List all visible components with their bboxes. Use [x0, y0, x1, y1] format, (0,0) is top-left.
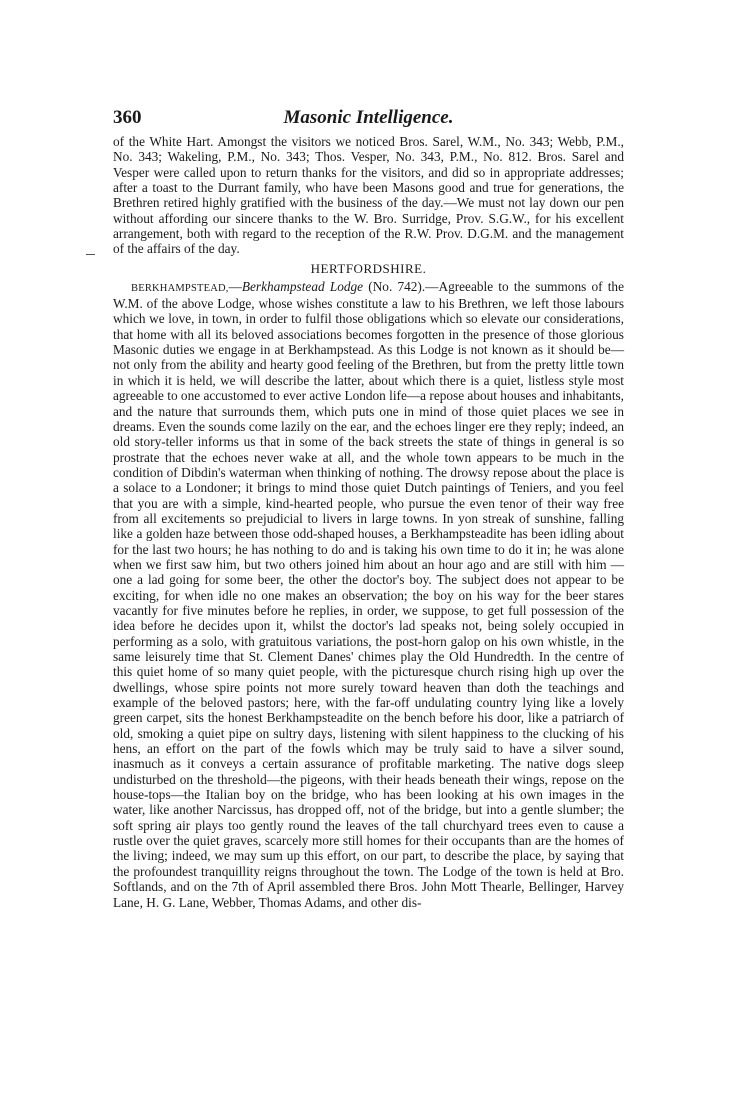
em-dash: —: [228, 278, 242, 294]
place-name: BERKHAMPSTEAD,: [131, 282, 229, 294]
paragraph-durrant-lodge-report: of the White Hart. Amongst the visitors we noticed Bros. Sarel, W.M., No. 343; Webb, P.M., No. 343; Wakeling, P.M., No. 343; Thos. Vesper, No. 343, P.M., No. 812. Bros. Sarel and Vesper were called upon to return thanks for the visitors, and did so in appropriate addresses; after a toast to the Durrant family, who have been Masons good and true for generations, the Brethren retired highly gratified with the business of the day.—We must not lay down our pen without affording our sincere thanks to the W. Bro. Surridge, Prov. S.G.W., for his excellent arrangement, both with regard to the reception of the R.W. Prov. D.G.M. and the management of the affairs of the day.: [113, 134, 624, 257]
lodge-name: Berkhampstead Lodge: [241, 278, 364, 294]
paragraph-text: (No. 742).—Agreeable to the summons of the W.M. of the above Lodge, whose wishes constitute a law to his Brethren, we left those labours which we love, in town, in order to fulfil those obligations which so elevate our considerations, that home with all its beloved associations becomes forgotten in the presence of those glorious Masonic duties we engage in at Berkhampstead. As this Lodge is not known as it should be—not only from the ability and hearty good feeling of the Brethren, but from the pretty little town in which it is held, we will describe the latter, about which there is a quiet, listless style most agreeable to one accustomed to ever active London life—a repose about houses and inhabitants, and the nature that surrounds them, which puts one in mind of those quiet places we see in dreams. Even the sounds come lazily on the ear, and the echoes linger ere they reply; indeed, an old story-teller informs us that in some of the back streets the state of things in general is so prostrate that the echoes never wake at all, and the whole town appears to be much in the condition of Dibdin's waterman when thinking of nothing. The drowsy repose about the place is a solace to a Londoner; it brings to mind those quiet Dutch paintings of Teniers, and you feel that you are with a simple, kind-hearted people, who pursue the even tenor of their way free from all excitements so prejudicial to livers in large towns. In yon streak of sunshine, falling like a golden haze between those odd-shaped houses, a Berkhampsteadite has been idling about for the last two hours; he has nothing to do and is taking his own time to do it in; he was alone when we first saw him, but two others joined him about an hour ago and are still with him — one a lad going for some beer, the other the doctor's boy. The subject does not appear to be exciting, for when idle no one makes an observation; the boy on his way for the beer stares vacantly for five minutes before he replies, in order, we suppose, to get full possession of the idea before he decides upon it, whilst the doctor's lad speaks not, being solely occupied in performing as a solo, with gratuitous variations, the post-horn galop on his own whistle, in the same leisurely time that St. Clement Danes' chimes play the Old Hundredth. In the centre of this quiet home of so many quiet people, with the picturesque church rising high up over the dwellings, whose spire points not more surely toward heaven than doth the teachings and example of the beloved pastors; here, with the far-off undulating country lying like a lovely green carpet, sits the honest Berkhampsteadite on the bench before his door, like a patriarch of old, smoking a quiet pipe on sultry days, listening with silent happiness to the clucking of his hens, an effort on the part of the fowls which may be truly said to have a silver sound, inasmuch as it conveys a certain assurance of profitable marketing. The native dogs sleep undisturbed on the threshold—the pigeons, with their heads beneath their wings, repose on the house-tops—the Italian boy on the bridge, who has been looking at his own images in the water, like another Narcissus, has dropped off, not of the bridge, but into a gentle slumber; the soft spring air plays too gently round the leaves of the tall churchyard trees even to cause a rustle over the quiet graves, scarcely more still homes for their occupants than are the homes of the living; indeed, we may sum up this effort, on our part, to describe the place, by saying that the profoundest tranquillity reigns throughout the town. The Lodge of the town is held at Bro. Softlands, and on the 7th of April assembled there Bros. John Mott Thearle, Bellinger, Harvey Lane, H. G. Lane, Webber, Thomas Adams, and other dis-: [113, 278, 625, 910]
paragraph-berkhampstead-report: [113, 279, 624, 910]
running-title: Masonic Intelligence.: [283, 107, 454, 128]
page-number: 360: [113, 107, 142, 128]
page-header: [113, 107, 624, 133]
section-heading: HERTFORDSHIRE.: [310, 260, 427, 276]
margin-mark: [86, 254, 95, 255]
article-body: [113, 134, 624, 910]
